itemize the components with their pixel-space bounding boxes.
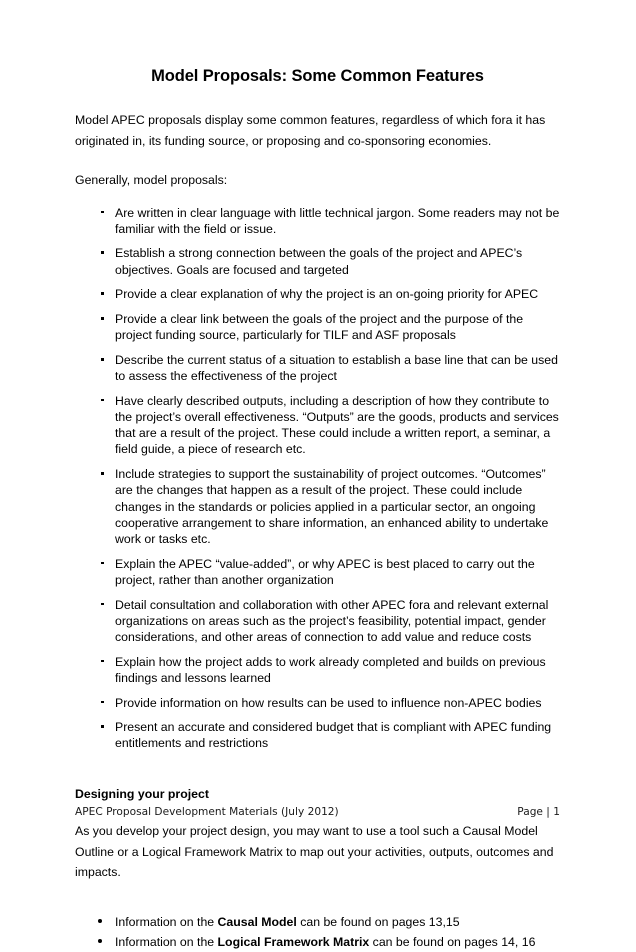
bullet-square-icon [101, 660, 104, 663]
list-item-text: Explain how the project adds to work already completed and builds on previous findings and lessons learned [115, 654, 546, 685]
bullet-square-icon [101, 603, 104, 606]
list-item-term: Logical Framework Matrix [217, 934, 370, 949]
document-body [75, 66, 560, 952]
list-item-text: Present an accurate and considered budget that is compliant with APEC funding entitlements and restrictions [115, 720, 552, 751]
bullet-round-icon [98, 919, 102, 923]
list-item-suffix: can be found on pages 13,15 [296, 914, 460, 929]
footer-document-label: APEC Proposal Development Materials (July 2012) [75, 806, 339, 818]
list-item [75, 286, 560, 302]
bullet-square-icon [101, 725, 104, 728]
bullet-square-icon [101, 399, 104, 402]
reference-bullet-list [75, 912, 560, 952]
list-spacer [75, 902, 560, 912]
list-item-term: Causal Model [217, 914, 297, 929]
list-item-text: Provide information on how results can be used to influence non-APEC bodies [115, 695, 542, 710]
bullet-square-icon [101, 358, 104, 361]
list-item [75, 597, 560, 646]
list-item [75, 695, 560, 711]
list-item-text: Include strategies to support the sustainability of project outcomes. “Outcomes” are the changes that happen as a result of the project. These could include changes in the standards or policies applied in a particular sector, an ongoing cooperative arrangement to share information, an enhanced ability to undertake work or tasks etc. [115, 467, 549, 546]
list-item [75, 466, 560, 547]
list-item [75, 556, 560, 588]
list-item [75, 352, 560, 384]
bullet-square-icon [101, 562, 104, 565]
bullet-square-icon [101, 211, 104, 214]
list-item [75, 205, 560, 237]
list-item-suffix: can be found on pages 14, 16 [369, 934, 536, 949]
bullet-square-icon [101, 472, 104, 475]
bullet-round-icon [98, 939, 102, 943]
list-item-text: Provide a clear link between the goals of the project and the purpose of the project funding source, particularly for TILF and ASF proposals [115, 312, 524, 343]
list-item [75, 311, 560, 343]
list-item-text: Provide a clear explanation of why the project is an on-going priority for APEC [115, 287, 539, 302]
list-item [75, 654, 560, 686]
bullet-square-icon [101, 251, 104, 254]
bullet-square-icon [101, 317, 104, 320]
list-item-text: Have clearly described outputs, including a description of how they contribute to the project’s overall effectiveness. “Outputs” are the goods, products and services that are a result of the project. These could include a written report, a seminar, a field guide, a piece of research etc. [115, 393, 559, 457]
list-item-prefix: Information on the [115, 934, 218, 949]
section-spacer [75, 760, 560, 786]
page-footer [75, 806, 560, 818]
bullet-square-icon [101, 292, 104, 295]
list-item-text: Explain the APEC “value-added”, or why APEC is best placed to carry out the project, rather than another organization [115, 556, 535, 587]
footer-page-number: Page | 1 [517, 806, 560, 818]
list-item-text: Describe the current status of a situation to establish a base line that can be used to assess the effectiveness of the project [115, 352, 558, 384]
list-item-text: Detail consultation and collaboration with other APEC fora and relevant external organizations on areas such as the project’s feasibility, potential impact, gender considerations, and other areas of connection to add value and reduce costs [115, 597, 549, 644]
list-item [75, 719, 560, 751]
list-item [75, 245, 560, 277]
list-item-prefix: Information on the [115, 914, 218, 929]
list-item [75, 393, 560, 458]
list-item [75, 932, 560, 952]
list-item [75, 912, 560, 932]
bullet-square-icon [101, 701, 104, 704]
section-heading-designing-your-project: Designing your project [75, 787, 209, 802]
page-title: Model Proposals: Some Common Features [151, 67, 484, 85]
intro-paragraph: Model APEC proposals display some common features, regardless of which fora it has originated in, its funding source, or proposing and co-sponsoring economies. [75, 113, 546, 148]
lead-in-paragraph: Generally, model proposals: [75, 173, 228, 187]
list-item-text: Establish a strong connection between the goals of the project and APEC’s objectives. Goals are focused and targeted [115, 246, 523, 277]
list-item-text: Are written in clear language with little technical jargon. Some readers may not be familiar with the field or issue. [115, 205, 560, 236]
feature-bullet-list [75, 205, 560, 752]
section-paragraph: As you develop your project design, you may want to use a tool such a Causal Model Outline or a Logical Framework Matrix to map out your activities, outputs, outcomes and impacts. [75, 824, 554, 880]
